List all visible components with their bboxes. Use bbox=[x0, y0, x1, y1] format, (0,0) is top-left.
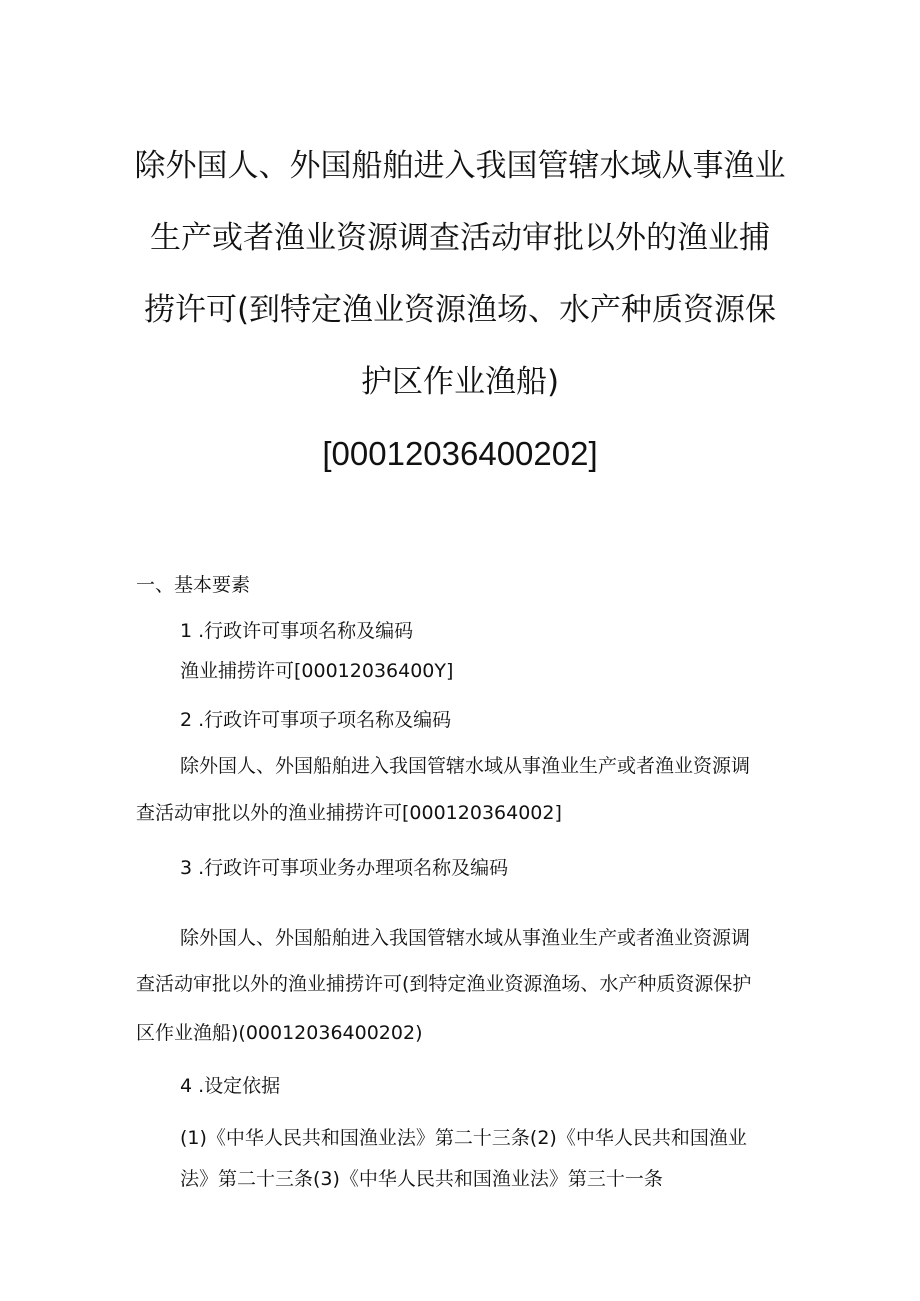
title-line-2: 生产或者渔业资源调查活动审批以外的渔业捕 bbox=[150, 220, 770, 256]
title-code: [00012036400202] bbox=[322, 435, 598, 472]
item-4-value-line-1: (1)《中华人民共和国渔业法》第二十三条(2)《中华人民共和国渔业 bbox=[180, 1127, 747, 1149]
item-2-label: 2 .行政许可事项子项名称及编码 bbox=[180, 709, 452, 731]
title-line-3: 捞许可(到特定渔业资源渔场、水产种质资源保 bbox=[143, 292, 777, 328]
item-4-value-line-2: 法》第二十三条(3)《中华人民共和国渔业法》第三十一条 bbox=[180, 1168, 663, 1190]
item-4-label: 4 .设定依据 bbox=[180, 1075, 281, 1097]
item-3-value-line-1: 除外国人、外国船舶进入我国管辖水域从事渔业生产或者渔业资源调 bbox=[180, 927, 751, 949]
item-1-label: 1 .行政许可事项名称及编码 bbox=[180, 620, 414, 642]
title-line-4: 护区作业渔船) bbox=[360, 364, 560, 400]
item-3-value-line-3: 区作业渔船)(00012036400202) bbox=[136, 1022, 423, 1044]
title-line-1: 除外国人、外国船舶进入我国管辖水域从事渔业 bbox=[134, 148, 786, 184]
document-title bbox=[0, 130, 920, 490]
item-3-label: 3 .行政许可事项业务办理项名称及编码 bbox=[180, 857, 509, 879]
item-2-value-line-2: 查活动审批以外的渔业捕捞许可[000120364002] bbox=[136, 802, 562, 824]
item-2-value-line-1: 除外国人、外国船舶进入我国管辖水域从事渔业生产或者渔业资源调 bbox=[180, 755, 751, 777]
item-1-value: 渔业捕捞许可[00012036400Y] bbox=[180, 660, 454, 682]
item-3-value-line-2: 查活动审批以外的渔业捕捞许可(到特定渔业资源渔场、水产种质资源保护 bbox=[136, 973, 752, 995]
section-heading: 一、基本要素 bbox=[136, 574, 251, 596]
